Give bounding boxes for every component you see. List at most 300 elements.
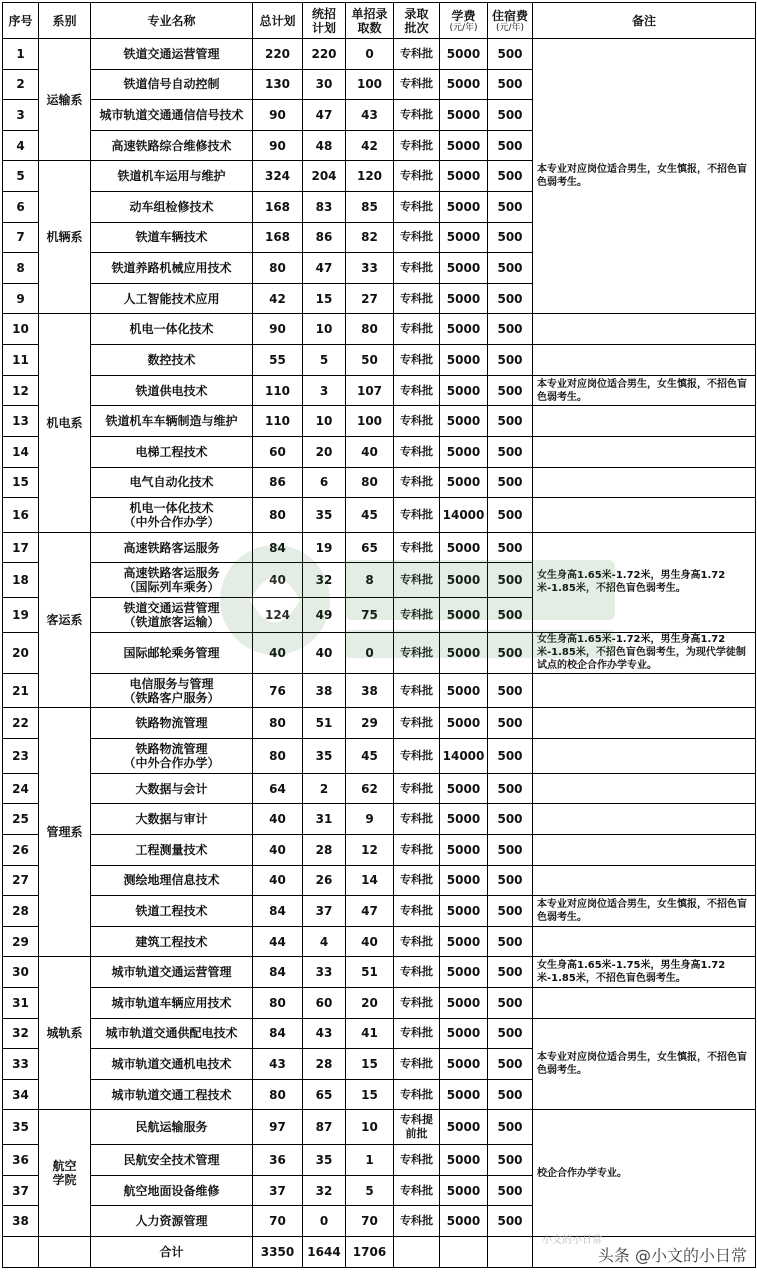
row-index: 36 (3, 1145, 39, 1176)
remark-text: 本专业对应岗位适合男生，女生慎报，不招色盲色弱考生。 (537, 164, 747, 189)
enrollment-plan-table (2, 2, 756, 1268)
major-name: 城市轨道交通供配电技术 (91, 1018, 253, 1049)
dorm-fee: 500 (488, 987, 533, 1018)
major-name: 铁道车辆技术 (91, 222, 253, 253)
admission-batch: 专科批 (394, 39, 440, 70)
remark-cell (533, 773, 756, 804)
tuition-fee: 5000 (440, 1206, 488, 1237)
major-name: 动车组检修技术 (91, 192, 253, 223)
tuition-fee: 5000 (440, 673, 488, 708)
major-name: 测绘地理信息技术 (91, 865, 253, 896)
tuition-fee: 5000 (440, 804, 488, 835)
admission-batch: 专科批 (394, 69, 440, 100)
tuition-fee: 5000 (440, 865, 488, 896)
major-name: 国际邮轮乘务管理 (91, 632, 253, 673)
admission-batch: 专科批 (394, 345, 440, 376)
single-admit: 14 (346, 865, 394, 896)
admission-batch: 专科批 (394, 1018, 440, 1049)
total-plan: 80 (253, 708, 303, 739)
row-index: 33 (3, 1049, 39, 1080)
admission-batch: 专科批 (394, 804, 440, 835)
tuition-fee: 5000 (440, 1049, 488, 1080)
dorm-fee: 500 (488, 345, 533, 376)
table-row (3, 708, 756, 739)
remark-cell (533, 834, 756, 865)
total-plan: 80 (253, 987, 303, 1018)
row-index: 34 (3, 1079, 39, 1110)
remark-cell (533, 865, 756, 896)
row-index: 37 (3, 1175, 39, 1206)
total-plan: 80 (253, 253, 303, 284)
admission-batch: 专科批 (394, 222, 440, 253)
unified-plan: 48 (303, 130, 346, 161)
total-plan: 220 (253, 39, 303, 70)
remark-cell (533, 1110, 756, 1237)
tuition-fee: 5000 (440, 39, 488, 70)
single-admit: 45 (346, 739, 394, 774)
unified-plan: 38 (303, 673, 346, 708)
major-name: 人力资源管理 (91, 1206, 253, 1237)
row-index: 35 (3, 1110, 39, 1145)
header-batch: 录取 批次 (394, 3, 440, 39)
single-admit: 38 (346, 673, 394, 708)
single-admit: 40 (346, 926, 394, 957)
table-row (3, 673, 756, 708)
single-admit: 15 (346, 1079, 394, 1110)
table-row (3, 314, 756, 345)
major-name: 电信服务与管理 （铁路客户服务） (91, 673, 253, 708)
single-admit: 100 (346, 69, 394, 100)
table-row (3, 345, 756, 376)
totals-blank-idx (3, 1236, 39, 1267)
admission-batch: 专科批 (394, 708, 440, 739)
major-name: 城市轨道车辆应用技术 (91, 987, 253, 1018)
row-index: 1 (3, 39, 39, 70)
major-name: 民航运输服务 (91, 1110, 253, 1145)
dorm-fee: 500 (488, 1110, 533, 1145)
total-plan: 324 (253, 161, 303, 192)
dorm-fee: 500 (488, 498, 533, 533)
dorm-fee: 500 (488, 1079, 533, 1110)
unified-plan: 40 (303, 632, 346, 673)
admission-batch: 专科批 (394, 130, 440, 161)
admission-batch: 专科批 (394, 673, 440, 708)
tuition-fee: 5000 (440, 436, 488, 467)
total-plan: 90 (253, 130, 303, 161)
header-major: 专业名称 (91, 3, 253, 39)
total-plan: 55 (253, 345, 303, 376)
total-plan: 80 (253, 739, 303, 774)
tuition-fee: 5000 (440, 532, 488, 563)
row-index: 3 (3, 100, 39, 131)
unified-plan: 35 (303, 739, 346, 774)
table-row (3, 957, 756, 988)
dorm-fee: 500 (488, 896, 533, 927)
row-index: 6 (3, 192, 39, 223)
major-name: 电气自动化技术 (91, 467, 253, 498)
dorm-fee: 500 (488, 39, 533, 70)
unified-plan: 51 (303, 708, 346, 739)
unified-plan: 43 (303, 1018, 346, 1049)
remark-cell (533, 345, 756, 376)
dorm-fee: 500 (488, 1049, 533, 1080)
row-index: 12 (3, 375, 39, 406)
remark-cell (533, 375, 756, 406)
admission-batch: 专科批 (394, 100, 440, 131)
single-admit: 9 (346, 804, 394, 835)
unified-plan: 28 (303, 1049, 346, 1080)
unified-plan: 60 (303, 987, 346, 1018)
admission-batch: 专科批 (394, 532, 440, 563)
remark-cell (533, 708, 756, 739)
remark-cell (533, 39, 756, 314)
row-index: 28 (3, 896, 39, 927)
major-name: 航空地面设备维修 (91, 1175, 253, 1206)
total-plan: 130 (253, 69, 303, 100)
header-tuition-unit: (元/年) (449, 22, 478, 33)
remark-text: 女生身高1.65米-1.72米，男生身高1.72米-1.85米，不招色盲色弱考生。 (537, 570, 726, 595)
unified-plan: 31 (303, 804, 346, 835)
admission-batch: 专科批 (394, 834, 440, 865)
tuition-fee: 5000 (440, 283, 488, 314)
total-plan: 86 (253, 467, 303, 498)
department-cell: 机电系 (39, 314, 91, 532)
tuition-fee: 5000 (440, 222, 488, 253)
admission-batch: 专科批 (394, 773, 440, 804)
tuition-fee: 5000 (440, 406, 488, 437)
remark-cell (533, 436, 756, 467)
admission-batch: 专科批 (394, 1206, 440, 1237)
total-plan: 90 (253, 314, 303, 345)
row-index: 20 (3, 632, 39, 673)
admission-batch: 专科批 (394, 1175, 440, 1206)
remark-text: 女生身高1.65米-1.75米，男生身高1.72米-1.85米，不招色盲色弱考生。 (537, 960, 726, 985)
row-index: 11 (3, 345, 39, 376)
total-plan: 60 (253, 436, 303, 467)
single-admit: 120 (346, 161, 394, 192)
table-row (3, 406, 756, 437)
tuition-fee: 5000 (440, 253, 488, 284)
major-name: 铁道交通运营管理 (91, 39, 253, 70)
remark-text: 女生身高1.65米-1.72米，男生身高1.72米-1.85米，不招色盲色弱考生，为现代学徒制试点的校企合作办学专业。 (537, 634, 746, 672)
admission-batch: 专科批 (394, 563, 440, 598)
major-name: 数控技术 (91, 345, 253, 376)
unified-plan: 220 (303, 39, 346, 70)
remark-cell (533, 804, 756, 835)
unified-plan: 87 (303, 1110, 346, 1145)
single-admit: 45 (346, 498, 394, 533)
table-row (3, 436, 756, 467)
total-plan: 84 (253, 532, 303, 563)
dorm-fee: 500 (488, 283, 533, 314)
dorm-fee: 500 (488, 436, 533, 467)
admission-batch: 专科批 (394, 406, 440, 437)
dorm-fee: 500 (488, 532, 533, 563)
tuition-fee: 5000 (440, 1018, 488, 1049)
dorm-fee: 500 (488, 708, 533, 739)
row-index: 16 (3, 498, 39, 533)
tuition-fee: 5000 (440, 130, 488, 161)
total-plan: 40 (253, 632, 303, 673)
unified-plan: 2 (303, 773, 346, 804)
unified-plan: 47 (303, 253, 346, 284)
single-admit: 20 (346, 987, 394, 1018)
remark-text: 校企合作办学专业。 (537, 1167, 627, 1179)
major-name: 城市轨道交通运营管理 (91, 957, 253, 988)
single-admit: 82 (346, 222, 394, 253)
total-plan: 42 (253, 283, 303, 314)
major-name: 工程测量技术 (91, 834, 253, 865)
row-index: 13 (3, 406, 39, 437)
remark-cell (533, 673, 756, 708)
major-name: 铁道信号自动控制 (91, 69, 253, 100)
tuition-fee: 5000 (440, 161, 488, 192)
footer-source: 头条 @小文的小日常 (597, 1246, 747, 1265)
remark-cell (533, 926, 756, 957)
admission-batch: 专科批 (394, 896, 440, 927)
table-row (3, 1018, 756, 1049)
totals-blank-dept (39, 1236, 91, 1267)
totals-total: 3350 (253, 1236, 303, 1267)
major-name: 大数据与审计 (91, 804, 253, 835)
dorm-fee: 500 (488, 375, 533, 406)
row-index: 14 (3, 436, 39, 467)
dorm-fee: 500 (488, 865, 533, 896)
unified-plan: 65 (303, 1079, 346, 1110)
unified-plan: 4 (303, 926, 346, 957)
row-index: 30 (3, 957, 39, 988)
major-name: 城市轨道交通工程技术 (91, 1079, 253, 1110)
admission-batch: 专科批 (394, 1145, 440, 1176)
unified-plan: 0 (303, 1206, 346, 1237)
total-plan: 97 (253, 1110, 303, 1145)
admission-batch: 专科批 (394, 632, 440, 673)
remark-text: 本专业对应岗位适合男生，女生慎报，不招色盲色弱考生。 (537, 898, 747, 923)
row-index: 26 (3, 834, 39, 865)
unified-plan: 6 (303, 467, 346, 498)
single-admit: 47 (346, 896, 394, 927)
department-cell: 管理系 (39, 708, 91, 957)
row-index: 38 (3, 1206, 39, 1237)
dorm-fee: 500 (488, 957, 533, 988)
major-name: 民航安全技术管理 (91, 1145, 253, 1176)
table-row (3, 773, 756, 804)
tuition-fee: 5000 (440, 100, 488, 131)
total-plan: 84 (253, 1018, 303, 1049)
unified-plan: 30 (303, 69, 346, 100)
unified-plan: 37 (303, 896, 346, 927)
total-plan: 124 (253, 598, 303, 633)
admission-batch: 专科批 (394, 1049, 440, 1080)
total-plan: 168 (253, 222, 303, 253)
total-plan: 110 (253, 375, 303, 406)
tuition-fee: 5000 (440, 345, 488, 376)
tuition-fee: 5000 (440, 1175, 488, 1206)
dorm-fee: 500 (488, 773, 533, 804)
major-name: 城市轨道交通通信信号技术 (91, 100, 253, 131)
dorm-fee: 500 (488, 563, 533, 598)
remark-cell (533, 532, 756, 632)
header-total: 总计划 (253, 3, 303, 39)
tuition-fee: 5000 (440, 192, 488, 223)
total-plan: 70 (253, 1206, 303, 1237)
table-row (3, 1110, 756, 1145)
row-index: 5 (3, 161, 39, 192)
single-admit: 85 (346, 192, 394, 223)
unified-plan: 204 (303, 161, 346, 192)
single-admit: 29 (346, 708, 394, 739)
header-tuition-label: 学费 (451, 8, 476, 23)
total-plan: 40 (253, 834, 303, 865)
header-note: 备注 (533, 3, 756, 39)
remark-cell (533, 467, 756, 498)
admission-batch: 专科批 (394, 987, 440, 1018)
dorm-fee: 500 (488, 1175, 533, 1206)
table-row (3, 865, 756, 896)
remark-cell (533, 406, 756, 437)
header-row (3, 3, 756, 39)
unified-plan: 83 (303, 192, 346, 223)
table-row (3, 739, 756, 774)
row-index: 27 (3, 865, 39, 896)
admission-batch: 专科批 (394, 1079, 440, 1110)
tuition-fee: 5000 (440, 957, 488, 988)
totals-blank-batch (394, 1236, 440, 1267)
footer-faint-watermark: 小文的小日常 (542, 1235, 602, 1246)
remark-text: 本专业对应岗位适合男生，女生慎报，不招色盲色弱考生。 (537, 378, 747, 403)
admission-batch: 专科提 前批 (394, 1110, 440, 1145)
total-plan: 80 (253, 1079, 303, 1110)
department-cell: 运输系 (39, 39, 91, 161)
total-plan: 40 (253, 865, 303, 896)
row-index: 7 (3, 222, 39, 253)
remark-cell (533, 957, 756, 988)
row-index: 31 (3, 987, 39, 1018)
total-plan: 110 (253, 406, 303, 437)
major-name: 高速铁路综合维修技术 (91, 130, 253, 161)
unified-plan: 5 (303, 345, 346, 376)
tuition-fee: 5000 (440, 834, 488, 865)
single-admit: 80 (346, 467, 394, 498)
tuition-fee: 5000 (440, 563, 488, 598)
admission-batch: 专科批 (394, 192, 440, 223)
row-index: 23 (3, 739, 39, 774)
remark-cell (533, 1018, 756, 1110)
admission-batch: 专科批 (394, 375, 440, 406)
dorm-fee: 500 (488, 406, 533, 437)
major-name: 铁路物流管理 (91, 708, 253, 739)
table-row (3, 896, 756, 927)
major-name: 城市轨道交通机电技术 (91, 1049, 253, 1080)
total-plan: 40 (253, 563, 303, 598)
header-unified: 统招 计划 (303, 3, 346, 39)
row-index: 2 (3, 69, 39, 100)
single-admit: 75 (346, 598, 394, 633)
row-index: 19 (3, 598, 39, 633)
dorm-fee: 500 (488, 632, 533, 673)
single-admit: 8 (346, 563, 394, 598)
single-admit: 40 (346, 436, 394, 467)
dorm-fee: 500 (488, 804, 533, 835)
single-admit: 0 (346, 632, 394, 673)
table-row (3, 632, 756, 673)
header-idx: 序号 (3, 3, 39, 39)
single-admit: 42 (346, 130, 394, 161)
single-admit: 62 (346, 773, 394, 804)
tuition-fee: 5000 (440, 69, 488, 100)
tuition-fee: 5000 (440, 314, 488, 345)
unified-plan: 3 (303, 375, 346, 406)
admission-batch: 专科批 (394, 253, 440, 284)
table-row (3, 498, 756, 533)
totals-blank-tuition (440, 1236, 488, 1267)
table-row (3, 375, 756, 406)
major-name: 人工智能技术应用 (91, 283, 253, 314)
department-cell: 机辆系 (39, 161, 91, 314)
unified-plan: 49 (303, 598, 346, 633)
single-admit: 1 (346, 1145, 394, 1176)
major-name: 铁道机车运用与维护 (91, 161, 253, 192)
admission-batch: 专科批 (394, 739, 440, 774)
total-plan: 90 (253, 100, 303, 131)
dorm-fee: 500 (488, 1206, 533, 1237)
totals-unified: 1644 (303, 1236, 346, 1267)
tuition-fee: 5000 (440, 375, 488, 406)
unified-plan: 35 (303, 498, 346, 533)
totals-blank-dorm (488, 1236, 533, 1267)
totals-single: 1706 (346, 1236, 394, 1267)
unified-plan: 28 (303, 834, 346, 865)
total-plan: 80 (253, 498, 303, 533)
dorm-fee: 500 (488, 739, 533, 774)
total-plan: 84 (253, 896, 303, 927)
admission-batch: 专科批 (394, 957, 440, 988)
major-name: 铁道工程技术 (91, 896, 253, 927)
single-admit: 27 (346, 283, 394, 314)
single-admit: 100 (346, 406, 394, 437)
single-admit: 41 (346, 1018, 394, 1049)
dorm-fee: 500 (488, 69, 533, 100)
department-cell: 航空 学院 (39, 1110, 91, 1237)
admission-batch: 专科批 (394, 498, 440, 533)
row-index: 18 (3, 563, 39, 598)
header-dorm (488, 3, 533, 39)
row-index: 29 (3, 926, 39, 957)
unified-plan: 26 (303, 865, 346, 896)
total-plan: 43 (253, 1049, 303, 1080)
row-index: 8 (3, 253, 39, 284)
total-plan: 64 (253, 773, 303, 804)
tuition-fee: 5000 (440, 896, 488, 927)
row-index: 22 (3, 708, 39, 739)
dorm-fee: 500 (488, 161, 533, 192)
single-admit: 80 (346, 314, 394, 345)
single-admit: 5 (346, 1175, 394, 1206)
remark-cell (533, 314, 756, 345)
single-admit: 51 (346, 957, 394, 988)
single-admit: 12 (346, 834, 394, 865)
unified-plan: 86 (303, 222, 346, 253)
tuition-fee: 5000 (440, 926, 488, 957)
total-plan: 84 (253, 957, 303, 988)
tuition-fee: 5000 (440, 467, 488, 498)
dorm-fee: 500 (488, 598, 533, 633)
dorm-fee: 500 (488, 1145, 533, 1176)
table-row (3, 987, 756, 1018)
admission-batch: 专科批 (394, 865, 440, 896)
header-dept: 系别 (39, 3, 91, 39)
header-single: 单招录 取数 (346, 3, 394, 39)
